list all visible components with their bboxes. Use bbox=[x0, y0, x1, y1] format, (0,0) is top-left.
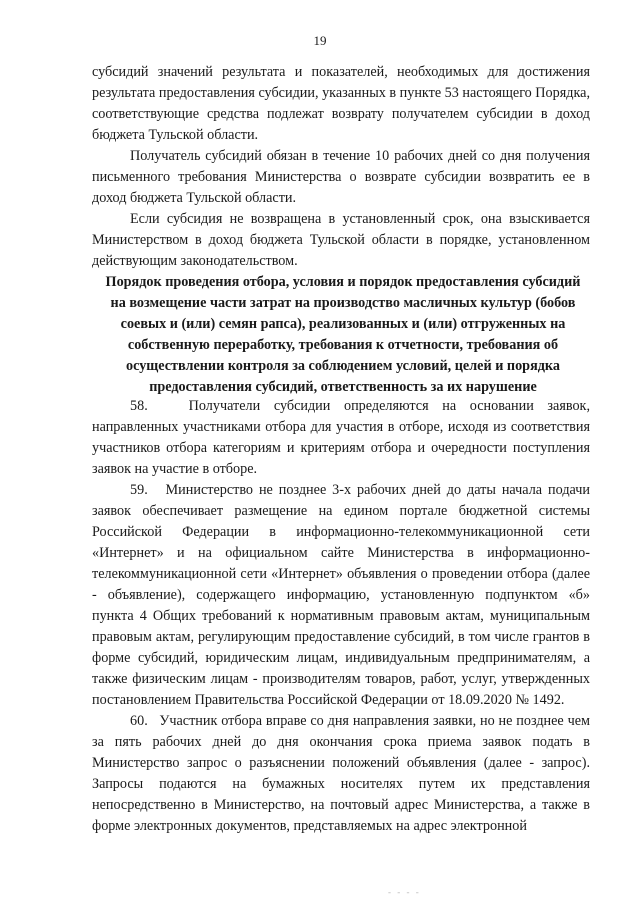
page-number: 19 bbox=[313, 33, 327, 48]
paragraph-recovery: Если субсидия не возвращена в установленный срок, она взыскивается Министерством в доход бюджета Тульской области в порядке, установленном действующим законодательством. bbox=[92, 211, 590, 269]
section-heading: Порядок проведения отбора, условия и порядок предоставления субсидий на возмещение части затрат на производство масличных культур (бобов соевых и (или) семян рапса), реализованных и (или) отгруженных на собственную переработку, требования к отчетности, требования об осуществлении контроля за соблюдением условий, целей и порядка предоставления субсидий, ответственность за их нарушение bbox=[105, 274, 581, 395]
paragraph-refund-deadline: Получатель субсидий обязан в течение 10 рабочих дней со дня получения письменного требования Министерства о возврате субсидии возвратить ее в доход бюджета Тульской области. bbox=[92, 148, 590, 206]
paragraph-continuation: субсидий значений результата и показателей, необходимых для достижения результата предоставления субсидии, указанных в пункте 53 настоящего Порядка, соответствующие средства подлежат возврату получателем субсидии в доход бюджета Тульской области. bbox=[92, 64, 590, 143]
footer-scan-mark: - - - - bbox=[388, 887, 421, 897]
paragraph-58: 58. Получатели субсидии определяются на основании заявок, направленных участниками отбора для участия в отборе, исходя из соответствия участников отбора категориям и критериям отбора и очередности поступления заявок на участие в отборе. bbox=[92, 398, 590, 477]
paragraph-60: 60. Участник отбора вправе со дня направления заявки, но не позднее чем за пять рабочих дней до дня окончания срока приема заявок подать в Министерство запрос о разъяснении положений объявления (далее - запрос). Запросы подаются на бумажных носителях путем их представления непосредственно в Министерство, на почтовый адрес Министерства, а также в форме электронных документов, представляемых на адрес электронной bbox=[92, 713, 590, 834]
main-text-block bbox=[92, 396, 590, 837]
top-text-block bbox=[92, 62, 590, 272]
paragraph-59: 59. Министерство не позднее 3-х рабочих дней до даты начала подачи заявок обеспечивает размещение на едином портале бюджетной системы Российской Федерации в информационно-телекоммуникационной сети «Интернет» и на официальном сайте Министерства в информационно-телекоммуникационной сети «Интернет» объявления о проведении отбора (далее - объявление), содержащего информацию, установленную подпунктом «б» пункта 4 Общих требований к нормативным правовым актам, муниципальным правовым актам, регулирующим предоставление субсидий, в том числе грантов в форме субсидий, юридическим лицам, индивидуальным предпринимателям, а также физическим лицам - производителям товаров, работ, услуг, утвержденных постановлением Правительства Российской Федерации от 18.09.2020 № 1492. bbox=[92, 482, 590, 708]
